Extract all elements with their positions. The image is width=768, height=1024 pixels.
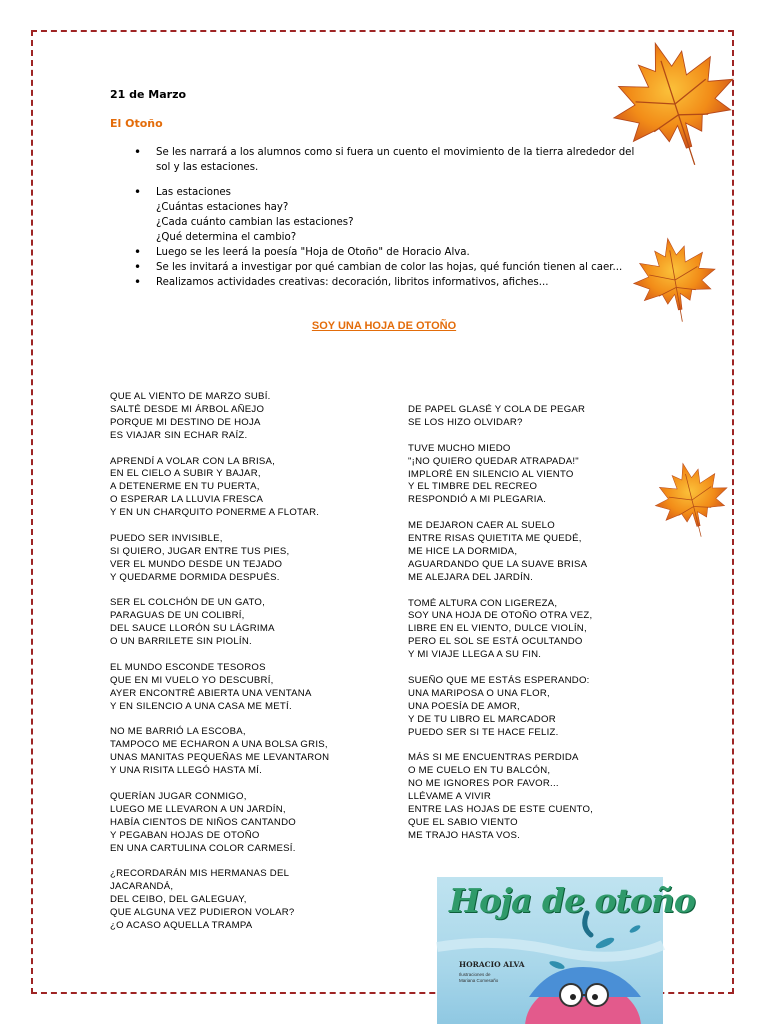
poem-line: A DETENERME EN TU PUERTA, (110, 481, 260, 493)
poem-line: PUEDO SER SI TE HACE FELIZ. (408, 726, 559, 738)
poem-line: DEL CEIBO, DEL GALEGUAY, (110, 894, 247, 906)
poem-line: IMPLORÉ EN SILENCIO AL VIENTO (408, 468, 574, 480)
poem-line: ¿RECORDARÁN MIS HERMANAS DEL (110, 868, 290, 880)
poem-line: Y DE TU LIBRO EL MARCADOR (408, 713, 556, 725)
poem-line: EL MUNDO ESCONDE TESOROS (110, 661, 266, 673)
poem-stanza (408, 675, 668, 740)
poem-line: TUVE MUCHO MIEDO (408, 442, 511, 454)
poem-stanza (408, 443, 668, 508)
poem-line: "¡NO QUIERO QUEDAR ATRAPADA!" (408, 455, 579, 467)
cover-illustrator: Ilustraciones de Mariana Comesaño (459, 972, 499, 983)
poem-line: SOY UNA HOJA DE OTOÑO OTRA VEZ, (408, 610, 593, 622)
poem-line: QUE AL VIENTO DE MARZO SUBÍ. (110, 391, 271, 402)
list-item: • Se les invitará a investigar por qué cambian de color las hojas, qué función tienen al caer... (134, 260, 664, 275)
poem-line: JACARANDÁ, (110, 881, 174, 893)
poem-line: Y EL TIMBRE DEL RECREO (408, 481, 538, 493)
poem-line: UNA MARIPOSA O UNA FLOR, (408, 687, 550, 699)
poem-stanza (408, 752, 668, 842)
poem-line: PORQUE MI DESTINO DE HOJA (110, 416, 261, 428)
poem-stanza (110, 597, 410, 649)
poem-line: EN EL CIELO A SUBIR Y BAJAR, (110, 468, 261, 480)
list-item: • Luego se les leerá la poesía "Hoja de Otoño" de Horacio Alva. (134, 245, 664, 260)
poem-line: QUERÍAN JUGAR CONMIGO, (110, 791, 247, 802)
poem-line: ¿O ACASO AQUELLA TRAMPA (110, 920, 253, 932)
activity-list (134, 145, 664, 290)
poem-line: VER EL MUNDO DESDE UN TEJADO (110, 558, 283, 570)
poem-line: NO ME BARRIÓ LA ESCOBA, (110, 726, 246, 738)
poem-line: ME ALEJARA DEL JARDÍN. (408, 571, 534, 583)
poem-stanza (408, 598, 668, 663)
poem-left-column (110, 391, 410, 946)
poem-line: O ME CUELO EN TU BALCÓN, (408, 765, 551, 777)
poem-line: RESPONDIÓ A MI PLEGARIA. (408, 494, 547, 506)
poem-line: APRENDÍ A VOLAR CON LA BRISA, (110, 455, 276, 467)
poem-line: PERO EL SOL SE ESTÁ OCULTANDO (408, 636, 583, 648)
maple-leaf-icon (650, 454, 734, 546)
poem-line: PARAGUAS DE UN COLIBRÍ, (110, 610, 245, 622)
poem-line: SALTÉ DESDE MI ÁRBOL AÑEJO (110, 403, 265, 415)
poem-stanza (110, 726, 410, 778)
poem-line: Y EN SILENCIO A UNA CASA ME METÍ. (110, 700, 292, 712)
poem-line: ES VIAJAR SIN ECHAR RAÍZ. (110, 429, 248, 441)
poem-line: TAMPOCO ME ECHARON A UNA BOLSA GRIS, (110, 739, 328, 751)
poem-line: Y QUEDARME DORMIDA DESPUÉS. (110, 571, 280, 583)
poem-line: QUE ALGUNA VEZ PUDIERON VOLAR? (110, 907, 295, 919)
poem-line: QUE EL SABIO VIENTO (408, 816, 518, 828)
poem-line: ME DEJARON CAER AL SUELO (408, 520, 555, 532)
list-item: • Se les narrará a los alumnos como si fuera un cuento el movimiento de la tierra alrededor del sol y las estaciones. (134, 145, 664, 175)
poem-line: ENTRE RISAS QUIETITA ME QUEDÉ, (408, 533, 582, 545)
poem-line: ME HICE LA DORMIDA, (408, 545, 518, 557)
poem-line: SER EL COLCHÓN DE UN GATO, (110, 597, 266, 609)
poem-line: Y EN UN CHARQUITO PONERME A FLOTAR. (110, 507, 320, 519)
cover-title: Hoja de otoño (449, 881, 695, 920)
poem-line: O UN BARRILETE SIN PIOLÍN. (110, 636, 252, 648)
poem-line: UNAS MANITAS PEQUEÑAS ME LEVANTARON (110, 752, 330, 764)
poem-line: SI QUIERO, JUGAR ENTRE TUS PIES, (110, 545, 290, 557)
poem-line: Y UNA RISITA LLEGÓ HASTA MÍ. (110, 765, 263, 777)
poem-line: LIBRE EN EL VIENTO, DULCE VIOLÍN, (408, 623, 587, 635)
cover-author: HORACIO ALVA (459, 960, 525, 969)
poem-line: SUEÑO QUE ME ESTÁS ESPERANDO: (408, 674, 590, 686)
list-item: • Realizamos actividades creativas: decoración, libritos informativos, afiches... (134, 275, 664, 290)
poem-stanza (110, 391, 410, 443)
date-heading: 21 de Marzo (110, 88, 187, 101)
poem-line: QUE EN MI VUELO YO DESCUBRÍ, (110, 674, 274, 686)
poem-line: Y PEGABAN HOJAS DE OTOÑO (110, 829, 260, 841)
poem-line: TOMÉ ALTURA CON LIGEREZA, (408, 597, 558, 609)
poem-line: AYER ENCONTRÉ ABIERTA UNA VENTANA (110, 687, 312, 699)
poem-line: SE LOS HIZO OLVIDAR? (408, 416, 523, 428)
book-cover (437, 877, 695, 1024)
poem-line: UNA POESÍA DE AMOR, (408, 700, 520, 712)
poem-stanza (110, 791, 410, 856)
poem-stanza (408, 520, 668, 585)
poem-line: ME TRAJO HASTA VOS. (408, 829, 521, 841)
poem-line: O ESPERAR LA LLUVIA FRESCA (110, 494, 264, 506)
poem-line: NO ME IGNORES POR FAVOR... (408, 778, 559, 790)
poem-line: LLÉVAME A VIVIR (408, 791, 492, 803)
poem-line: AGUARDANDO QUE LA SUAVE BRISA (408, 558, 588, 570)
poem-line: DE PAPEL GLASÉ Y COLA DE PEGAR (408, 404, 586, 415)
maple-leaf-icon (628, 228, 722, 332)
section-title: El Otoño (110, 117, 163, 130)
poem-line: ENTRE LAS HOJAS DE ESTE CUENTO, (408, 804, 594, 816)
poem-stanza (110, 533, 410, 585)
poem-line: Y MI VIAJE LLEGA A SU FIN. (408, 649, 542, 661)
list-item: • Las estaciones ¿Cuántas estaciones hay? ¿Cada cuánto cambian las estaciones? ¿Qué determina el cambio? (134, 185, 664, 245)
poem-line: EN UNA CARTULINA COLOR CARMESÍ. (110, 842, 296, 854)
poem-stanza (110, 662, 410, 714)
poem-line: DEL SAUCE LLORÓN SU LÁGRIMA (110, 623, 275, 635)
poem-line: LUEGO ME LLEVARON A UN JARDÍN, (110, 803, 286, 815)
poem-line: HABÍA CIENTOS DE NIÑOS CANTANDO (110, 816, 296, 828)
poem-title: SOY UNA HOJA DE OTOÑO (311, 320, 457, 332)
poem-stanza (110, 456, 410, 521)
poem-line: PUEDO SER INVISIBLE, (110, 532, 223, 544)
poem-line: MÁS SI ME ENCUENTRAS PERDIDA (408, 752, 579, 764)
maple-leaf-icon (604, 28, 746, 180)
poem-stanza (110, 868, 410, 933)
poem-stanza (408, 404, 668, 430)
poem-right-column (408, 404, 668, 856)
